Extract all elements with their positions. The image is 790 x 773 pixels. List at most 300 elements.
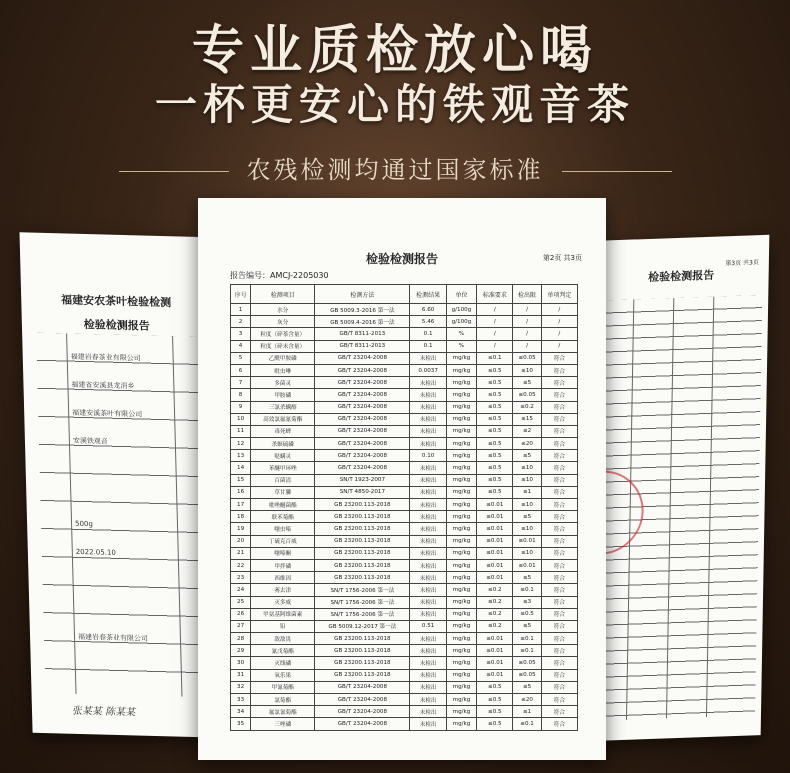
table-cell: g/100g [446,304,476,316]
table-cell: ≤1 [513,486,541,498]
table-cell: 联苯菊酯 [251,511,315,523]
table-cell: 氧乐果 [251,669,315,681]
table-cell: ≤0.05 [513,389,541,401]
table-row [231,413,578,425]
table-cell: 灰分 [251,316,315,328]
table-cell: 符合 [541,559,577,571]
table-cell: 1 [231,304,251,316]
table-cell: ≤10 [513,523,541,535]
table-cell: 灭线磷 [251,657,315,669]
table-row [231,328,578,340]
table-cell: 未检出 [410,499,446,511]
table-cell: mg/kg [446,608,476,620]
table-cell: mg/kg [446,413,476,425]
tagline-bar [0,150,790,185]
table-row [231,572,578,584]
table-cell: 甲胺磷 [251,389,315,401]
table-cell: 未检出 [410,633,446,645]
table-row [231,364,578,376]
table-row [231,681,578,693]
table-cell: 6 [231,364,251,376]
table-cell: 0.51 [410,620,446,632]
table-cell: 未检出 [410,681,446,693]
report-table-header [231,285,578,304]
left-sheet-cell: 福建安溪茶叶有限公司 [72,408,143,419]
table-cell: 未检出 [410,413,446,425]
table-cell: 甲氰菊酯 [251,681,315,693]
table-cell: GB/T 23204-2008 [315,438,410,450]
table-cell: mg/kg [446,547,476,559]
table-cell: 符合 [541,681,577,693]
table-row [231,486,578,498]
table-cell: GB/T 23204-2008 [315,364,410,376]
table-cell: ≤2 [513,425,541,437]
table-cell: 符合 [541,486,577,498]
table-cell: 三唑磷 [251,718,315,730]
table-cell: 符合 [541,694,577,706]
table-cell: 22 [231,559,251,571]
table-cell: 符合 [541,499,577,511]
table-cell: 未检出 [410,486,446,498]
table-cell: 0.1 [410,340,446,352]
table-row [231,669,578,681]
right-sheet-title: 检验检测报告 [648,268,715,284]
table-cell: 16 [231,486,251,498]
table-row [231,596,578,608]
table-cell: ≤0.01 [477,633,513,645]
table-cell: mg/kg [446,474,476,486]
table-cell: 符合 [541,535,577,547]
left-report-sheet [19,232,222,737]
table-cell: 未检出 [410,572,446,584]
table-cell: 符合 [541,584,577,596]
table-cell: mg/kg [446,596,476,608]
table-cell: 17 [231,499,251,511]
table-cell: SN/T 1756-2006 第一法 [315,596,410,608]
left-sheet-title: 福建安农茶叶检验检测 [61,293,172,310]
left-sheet-subtitle: 检验检测报告 [83,317,150,333]
table-cell: 符合 [541,425,577,437]
table-cell: / [477,304,513,316]
table-cell: ≤0.1 [513,645,541,657]
table-cell: 符合 [541,706,577,718]
table-cell: mg/kg [446,425,476,437]
table-row [231,657,578,669]
left-sheet-cell: 福建省安溪县龙涓乡 [71,380,135,391]
table-cell: GB/T 23204-2008 [315,450,410,462]
table-row [231,547,578,559]
table-cell: ≤0.5 [477,694,513,706]
table-cell: mg/kg [446,633,476,645]
table-cell: 9 [231,401,251,413]
table-cell: / [513,340,541,352]
table-row [231,633,578,645]
table-cell: 18 [231,511,251,523]
table-cell: 0.10 [410,450,446,462]
table-cell: 未检出 [410,596,446,608]
table-cell: GB 5009.3-2016 第一法 [315,304,410,316]
table-cell: GB/T 23204-2008 [315,425,410,437]
table-cell: ≤0.01 [477,499,513,511]
table-cell: ≤0.5 [477,718,513,730]
table-cell: 高效氯氟氰菊酯 [251,413,315,425]
table-cell: GB 5009.4-2016 第一法 [315,316,410,328]
table-cell: GB 23200.113-2018 [315,645,410,657]
table-cell: 甲氨基阿维菌素 [251,608,315,620]
table-cell: / [541,304,577,316]
table-cell: 符合 [541,450,577,462]
table-cell: 铅 [251,620,315,632]
table-cell: 未检出 [410,523,446,535]
table-cell: 28 [231,633,251,645]
table-cell: 35 [231,718,251,730]
table-cell: ≤0.1 [513,633,541,645]
table-cell: GB/T 8311-2013 [315,328,410,340]
table-cell: mg/kg [446,523,476,535]
table-cell: 符合 [541,620,577,632]
table-cell: ≤10 [513,547,541,559]
report-header-cell: 检测方法 [315,285,410,304]
table-row [231,706,578,718]
table-cell: 2 [231,316,251,328]
table-cell: 未检出 [410,474,446,486]
table-cell: ≤0.5 [477,681,513,693]
table-cell: 未检出 [410,511,446,523]
table-row [231,316,578,328]
table-cell: 符合 [541,462,577,474]
table-cell: ≤0.5 [477,486,513,498]
table-cell: ≤10 [513,499,541,511]
table-cell: ≤0.5 [477,401,513,413]
table-row [231,474,578,486]
table-cell: 符合 [541,389,577,401]
table-cell: / [513,328,541,340]
table-cell: ≤0.5 [477,413,513,425]
table-cell: ≤0.05 [513,352,541,364]
table-row [231,401,578,413]
table-row [231,511,578,523]
table-cell: 未检出 [410,669,446,681]
table-cell: 符合 [541,413,577,425]
table-cell: 未检出 [410,584,446,596]
table-row [231,694,578,706]
table-cell: 未检出 [410,389,446,401]
report-header-cell: 标准要求 [477,285,513,304]
table-cell: mg/kg [446,511,476,523]
table-cell: ≤0.5 [477,425,513,437]
table-cell: 符合 [541,377,577,389]
table-cell: ≤0.2 [477,596,513,608]
table-cell: GB/T 8311-2013 [315,340,410,352]
table-cell: ≤0.01 [477,523,513,535]
report-page-number: 第2页 共3页 [542,254,582,262]
table-cell: mg/kg [446,681,476,693]
table-cell: / [477,328,513,340]
table-cell: 粒度（碎茶含量） [251,328,315,340]
table-cell: 未检出 [410,706,446,718]
table-cell: 32 [231,681,251,693]
table-cell: / [513,304,541,316]
report-number: 报告编号：AMCJ-2205030 [230,271,329,280]
table-cell: GB 23200.113-2018 [315,559,410,571]
table-cell: 草甘膦 [251,486,315,498]
table-cell: ≤0.01 [477,535,513,547]
table-cell: 未检出 [410,352,446,364]
table-cell: 未检出 [410,547,446,559]
table-cell: 灭多威 [251,596,315,608]
subheadline: 一杯更安心的铁观音茶 [154,80,635,129]
table-cell: 5.46 [410,316,446,328]
table-cell: mg/kg [446,718,476,730]
report-header-cell: 检测项目 [251,285,315,304]
table-cell: GB 23200.113-2018 [315,572,410,584]
table-cell: SN/T 1756-2006 第一法 [315,584,410,596]
table-cell: GB 23200.113-2018 [315,511,410,523]
table-cell: mg/kg [446,389,476,401]
table-cell: ≤0.01 [477,657,513,669]
table-cell: 未检出 [410,377,446,389]
table-cell: 26 [231,608,251,620]
table-cell: mg/kg [446,364,476,376]
table-cell: mg/kg [446,535,476,547]
left-sheet-cell: 500g [74,519,93,529]
table-cell: 噻虫嗪 [251,523,315,535]
table-cell: ≤0.05 [513,669,541,681]
table-cell: ≤0.01 [477,511,513,523]
table-cell: ≤5 [513,450,541,462]
table-cell: 未检出 [410,657,446,669]
table-cell: SN/T 1756-2006 第一法 [315,608,410,620]
table-cell: 10 [231,413,251,425]
table-row [231,389,578,401]
table-cell: GB/T 23204-2008 [315,377,410,389]
table-cell: 毒死蜱 [251,425,315,437]
right-sheet-page: 第3页 共3页 [725,259,759,268]
table-cell: 未检出 [410,401,446,413]
table-cell: mg/kg [446,584,476,596]
table-cell: 甲拌磷 [251,559,315,571]
table-row [231,340,578,352]
table-row [231,450,578,462]
headline: 专业质检放心喝 [191,20,598,81]
table-cell: % [446,340,476,352]
table-cell: ≤0.01 [513,559,541,571]
table-cell: mg/kg [446,499,476,511]
table-cell: 未检出 [410,535,446,547]
table-cell: 符合 [541,438,577,450]
report-header-cell: 检出限 [513,285,541,304]
table-cell: 0.1 [410,328,446,340]
table-cell: 符合 [541,511,577,523]
table-cell: ≤0.2 [477,620,513,632]
table-cell: ≤0.5 [477,474,513,486]
table-cell: ≤0.5 [513,608,541,620]
table-cell: ≤0.1 [513,584,541,596]
table-cell: GB/T 23204-2008 [315,706,410,718]
table-cell: ≤5 [513,511,541,523]
table-cell: ≤0.2 [477,584,513,596]
table-cell: GB 23200.113-2018 [315,657,410,669]
table-cell: 5 [231,352,251,364]
table-cell: mg/kg [446,657,476,669]
table-cell: 27 [231,620,251,632]
table-cell: GB/T 23204-2008 [315,413,410,425]
table-cell: 34 [231,706,251,718]
table-cell: 13 [231,450,251,462]
table-cell: 三氯杀螨醇 [251,401,315,413]
table-cell: 8 [231,389,251,401]
table-cell: 符合 [541,645,577,657]
table-cell: ≤0.01 [477,547,513,559]
table-cell: 19 [231,523,251,535]
table-cell: 吡唑醚菌酯 [251,499,315,511]
table-cell: 12 [231,438,251,450]
table-cell: 符合 [541,401,577,413]
report-header-cell: 单项判定 [541,285,577,304]
left-sheet-cell: 2022.05.10 [75,547,116,557]
table-cell: 西维因 [251,572,315,584]
table-cell: 符合 [541,474,577,486]
table-cell: / [541,328,577,340]
table-cell: GB 23200.113-2018 [315,535,410,547]
table-cell: GB/T 23204-2008 [315,389,410,401]
main-report-sheet [198,198,606,760]
table-row [231,584,578,596]
table-cell: / [541,316,577,328]
table-cell: 丁硫克百威 [251,535,315,547]
table-cell: ≤5 [513,572,541,584]
table-cell: mg/kg [446,645,476,657]
table-cell: mg/kg [446,462,476,474]
table-cell: mg/kg [446,401,476,413]
table-row [231,304,578,316]
table-cell: GB 5009.12-2017 第一法 [315,620,410,632]
table-cell: 11 [231,425,251,437]
table-row [231,645,578,657]
table-cell: 氰戊菊酯 [251,645,315,657]
table-cell: 符合 [541,669,577,681]
table-cell: 33 [231,694,251,706]
tagline: 农残检测均通过国家标准 [246,156,544,184]
table-cell: GB 23200.113-2018 [315,669,410,681]
table-cell: ≤0.5 [477,450,513,462]
table-row [231,438,578,450]
table-cell: 未检出 [410,559,446,571]
table-cell: GB 23200.113-2018 [315,547,410,559]
table-cell: SN/T 4850-2017 [315,486,410,498]
report-header-cell: 单位 [446,285,476,304]
table-cell: / [513,316,541,328]
table-cell: GB 23200.113-2018 [315,523,410,535]
table-cell: 14 [231,462,251,474]
table-cell: ≤0.2 [477,608,513,620]
table-row [231,559,578,571]
table-cell: 乙酰甲胺磷 [251,352,315,364]
left-sheet-cell: 安溪铁观音 [72,436,108,446]
table-cell: 哒螨灵 [251,450,315,462]
table-cell: 粒度（碎末含量） [251,340,315,352]
table-cell: GB/T 23204-2008 [315,694,410,706]
table-cell: 噻嗪酮 [251,547,315,559]
table-cell: ≤0.01 [477,559,513,571]
table-cell: 敌敌畏 [251,633,315,645]
table-cell: ≤0.5 [477,438,513,450]
table-cell: 符合 [541,572,577,584]
table-cell: ≤0.5 [477,389,513,401]
table-cell: 符合 [541,596,577,608]
left-sheet-signatures: 张某某 陈某某 [71,705,136,719]
table-row [231,535,578,547]
table-cell: mg/kg [446,486,476,498]
table-cell: g/100g [446,316,476,328]
table-cell: GB/T 23204-2008 [315,352,410,364]
table-cell: ≤0.5 [477,462,513,474]
table-cell: 符合 [541,547,577,559]
table-cell: mg/kg [446,669,476,681]
table-cell: 未检出 [410,718,446,730]
table-row [231,377,578,389]
table-row [231,425,578,437]
table-cell: 未检出 [410,462,446,474]
table-cell: 7 [231,377,251,389]
table-cell: 符合 [541,633,577,645]
table-cell: mg/kg [446,694,476,706]
table-cell: GB 23200.113-2018 [315,499,410,511]
table-row [231,352,578,364]
table-row [231,499,578,511]
table-cell: 符合 [541,608,577,620]
table-cell: 水分 [251,304,315,316]
report-header-cell: 检测结果 [410,285,446,304]
table-cell: ≤0.01 [513,535,541,547]
table-cell: 29 [231,645,251,657]
table-cell: ≤0.2 [513,401,541,413]
table-cell: 未检出 [410,645,446,657]
table-row [231,620,578,632]
table-cell: ≤0.01 [477,669,513,681]
table-cell: ≤5 [513,620,541,632]
table-cell: mg/kg [446,706,476,718]
table-cell: 符合 [541,352,577,364]
table-cell: 未检出 [410,608,446,620]
table-cell: mg/kg [446,438,476,450]
table-cell: ≤0.1 [477,352,513,364]
table-cell: SN/T 1923-2007 [315,474,410,486]
table-cell: % [446,328,476,340]
table-cell: 多菌灵 [251,377,315,389]
right-report-sheet [586,235,770,741]
table-cell: GB 23200.113-2018 [315,633,410,645]
table-cell: 百菌清 [251,474,315,486]
table-cell: ≤0.5 [477,364,513,376]
table-cell: ≤0.05 [513,657,541,669]
table-cell: / [477,340,513,352]
table-cell: 25 [231,596,251,608]
tagline-right-rule [562,171,672,172]
table-cell: 符合 [541,718,577,730]
table-cell: ≤0.1 [513,718,541,730]
table-cell: 20 [231,535,251,547]
table-cell: 3 [231,328,251,340]
table-row [231,608,578,620]
tagline-left-rule [119,171,229,172]
table-cell: mg/kg [446,620,476,632]
table-cell: GB/T 23204-2008 [315,718,410,730]
table-cell: ≤10 [513,364,541,376]
table-cell: 符合 [541,364,577,376]
table-cell: 莠去津 [251,584,315,596]
table-cell: 苯醚甲环唑 [251,462,315,474]
